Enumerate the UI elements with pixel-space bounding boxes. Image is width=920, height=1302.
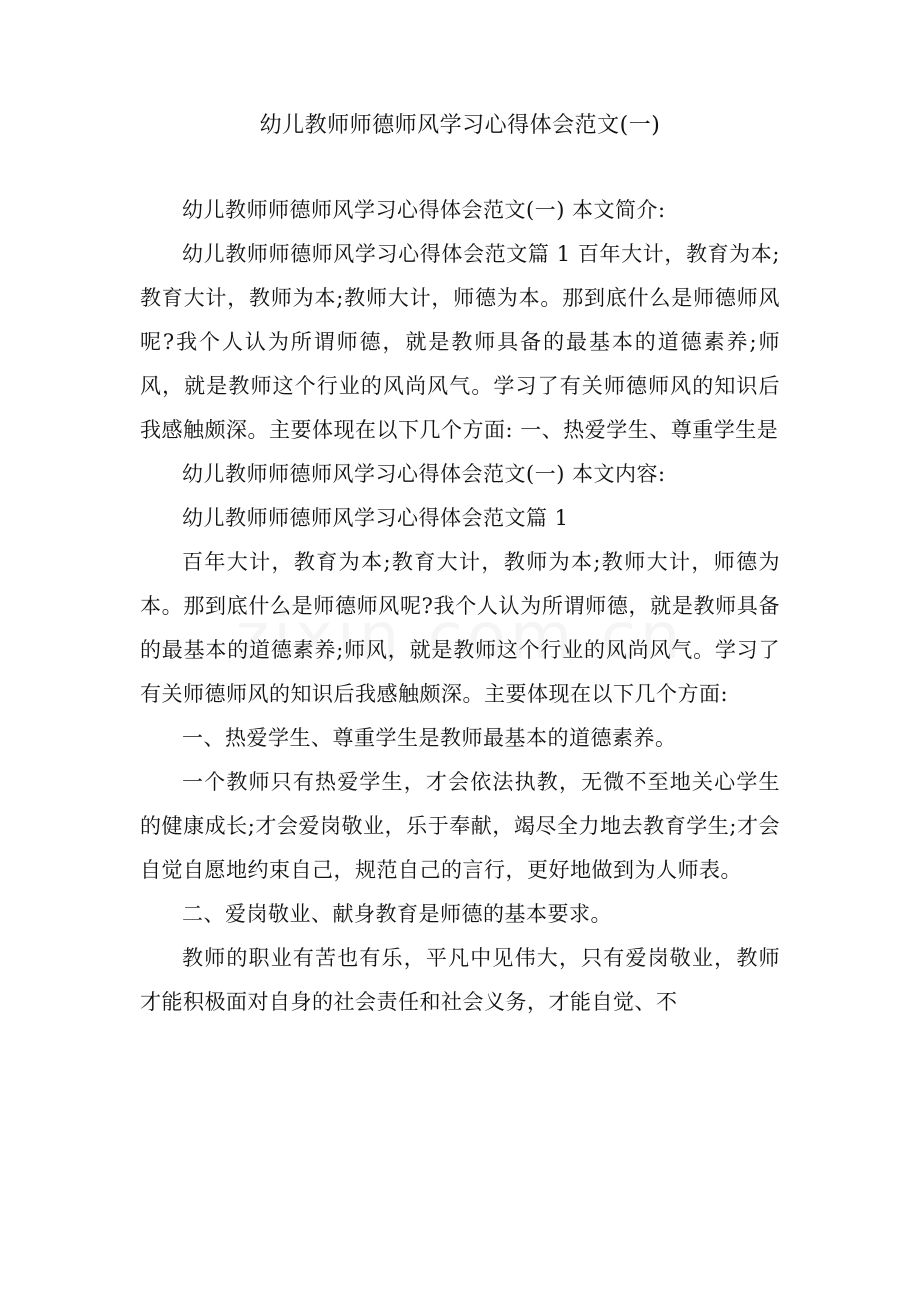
paragraph-intro-heading: 幼儿教师师德师风学习心得体会范文(一) 本文简介:: [182, 198, 666, 222]
document-body: [140, 104, 780, 1024]
paragraph-summary: 幼儿教师师德师风学习心得体会范文篇 1 百年大计，教育为本;教育大计，教师为本;教师大计，师德为本。那到底什么是师德师风呢?我个人认为所谓师德，就是教师具备的最基本的道德素养;师风，就是教师这个行业的风尚风气。学习了有关师德师风的知识后我感触颇深。主要体现在以下几个方面: 一、热爱学生、尊重学生是: [140, 242, 780, 442]
paragraph-point-two: 二、爱岗敬业、献身教育是师德的基本要求。: [182, 902, 612, 926]
paragraph-point-one: 一、热爱学生、尊重学生是教师最基本的道德素养。: [182, 726, 677, 750]
paragraph-body: 百年大计，教育为本;教育大计，教师为本;教师大计，师德为本。那到底什么是师德师风呢?我个人认为所谓师德，就是教师具备的最基本的道德素养;师风，就是教师这个行业的风尚风气。学习了有关师德师风的知识后我感触颇深。主要体现在以下几个方面:: [140, 550, 780, 706]
paragraph-content-heading: 幼儿教师师德师风学习心得体会范文(一) 本文内容:: [182, 462, 666, 486]
document-title: 幼儿教师师德师风学习心得体会范文(一): [259, 113, 661, 138]
paragraph-section-title: 幼儿教师师德师风学习心得体会范文篇 1: [182, 506, 569, 530]
paragraph-body: 一个教师只有热爱学生，才会依法执教，无微不至地关心学生的健康成长;才会爱岗敬业，乐于奉献，竭尽全力地去教育学生;才会自觉自愿地约束自己，规范自己的言行，更好地做到为人师表。: [140, 770, 780, 882]
paragraph-body: 教师的职业有苦也有乐，平凡中见伟大，只有爱岗敬业，教师才能积极面对自身的社会责任和社会义务，才能自觉、不: [140, 946, 780, 1014]
